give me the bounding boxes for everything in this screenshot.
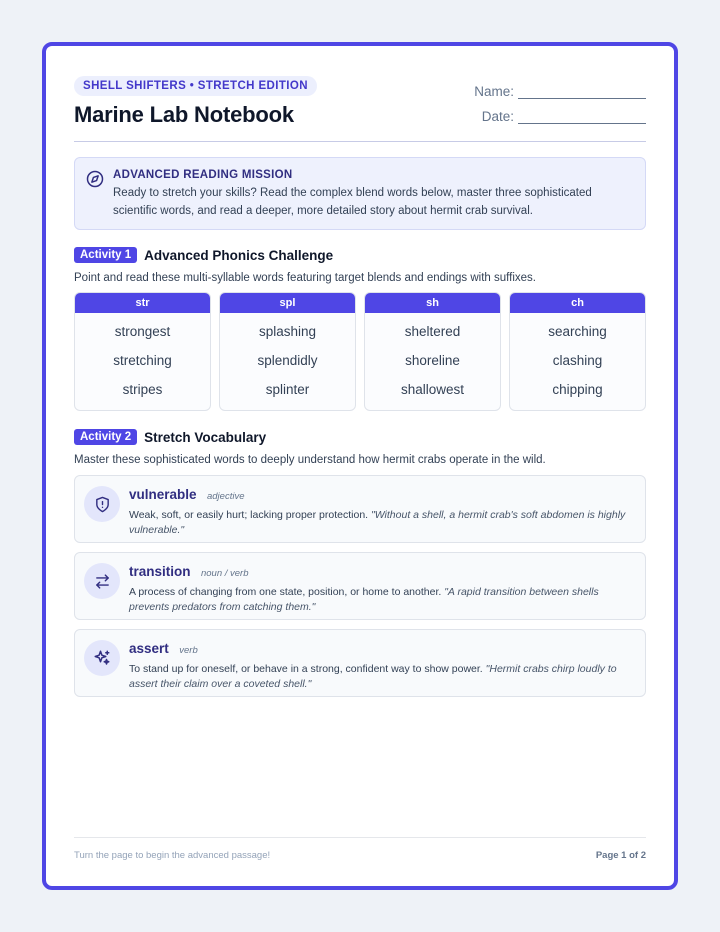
- phonics-grid: [74, 292, 646, 411]
- blend-header: str: [75, 293, 210, 313]
- name-field[interactable]: [474, 84, 646, 99]
- vocab-icon-bubble: [84, 640, 120, 676]
- phonics-word: strongest: [114, 324, 171, 339]
- activity-1-header: [74, 247, 646, 263]
- name-label: Name:: [474, 84, 514, 99]
- vocab-word: assert: [129, 641, 169, 656]
- date-line[interactable]: [518, 112, 646, 124]
- phonics-word: shallowest: [400, 382, 465, 397]
- blend-header: sh: [365, 293, 500, 313]
- activity-2-header: [74, 429, 646, 445]
- activity-2-badge: Activity 2: [74, 429, 137, 445]
- vocab-definition-block: [129, 508, 631, 538]
- vocab-card-transition: [74, 552, 646, 620]
- blend-column-str: [74, 292, 211, 411]
- phonics-word: shoreline: [405, 353, 460, 368]
- phonics-word: splinter: [265, 382, 310, 397]
- vocab-definition-block: [129, 662, 631, 692]
- blend-column-spl: [219, 292, 356, 411]
- vocab-word: transition: [129, 564, 191, 579]
- vocab-part-of-speech: noun / verb: [200, 568, 249, 579]
- vocab-card-vulnerable: [74, 475, 646, 543]
- page-header: [74, 76, 646, 142]
- phonics-word: chipping: [552, 382, 603, 397]
- page-number: Page 1 of 2: [595, 850, 646, 861]
- swap-arrows-icon: [94, 573, 111, 590]
- mission-text: Ready to stretch your skills? Read the complex blend words below, master three sophisticated scientific words, and read a deeper, more detailed story about hermit crab survival.: [113, 187, 592, 217]
- footer-note: Turn the page to begin the advanced passage!: [74, 850, 271, 861]
- activity-2-title: Stretch Vocabulary: [144, 429, 267, 445]
- activity-1-description: Point and read these multi-syllable words featuring target blends and endings with suffixes.: [74, 272, 536, 284]
- date-label: Date:: [481, 109, 514, 124]
- phonics-word: clashing: [552, 353, 603, 368]
- vocab-example: "A rapid transition between shells prevents predators from catching them.": [129, 586, 599, 613]
- compass-icon: [86, 170, 104, 188]
- page-title: Marine Lab Notebook: [74, 102, 294, 127]
- blend-column-sh: [364, 292, 501, 411]
- mission-title: ADVANCED READING MISSION: [113, 169, 293, 181]
- vocab-word: vulnerable: [129, 487, 197, 502]
- vocab-definition: To stand up for oneself, or behave in a strong, confident way to show power.: [129, 663, 483, 675]
- phonics-word: searching: [548, 324, 607, 339]
- vocab-part-of-speech: adjective: [206, 491, 245, 502]
- sparkle-icon: [93, 649, 111, 667]
- vocab-icon-bubble: [84, 486, 120, 522]
- series-label: SHELL SHIFTERS • STRETCH EDITION: [74, 76, 317, 96]
- vocab-definition: A process of changing from one state, position, or home to another.: [129, 586, 442, 598]
- activity-2-section: [74, 429, 646, 697]
- vocab-example: "Hermit crabs chirp loudly to assert their claim over a coveted shell.": [129, 663, 617, 690]
- phonics-word: stretching: [113, 353, 172, 368]
- phonics-word: sheltered: [404, 324, 461, 339]
- shield-icon: [94, 496, 111, 513]
- blend-header: ch: [510, 293, 645, 313]
- blend-header: spl: [220, 293, 355, 313]
- vocab-definition-block: [129, 585, 631, 615]
- date-field[interactable]: [482, 109, 646, 124]
- vocab-part-of-speech: verb: [179, 645, 198, 656]
- page-content: [74, 76, 646, 697]
- name-line[interactable]: [518, 87, 646, 99]
- blend-column-ch: [509, 292, 646, 411]
- page-footer: [74, 837, 646, 861]
- vocab-example: "Without a shell, a hermit crab's soft abdomen is highly vulnerable.": [129, 509, 626, 536]
- vocab-definition: Weak, soft, or easily hurt; lacking proper protection.: [129, 509, 369, 521]
- vocab-icon-bubble: [84, 563, 120, 599]
- activity-1-title: Advanced Phonics Challenge: [144, 247, 334, 263]
- worksheet-page: [42, 42, 678, 890]
- vocab-card-assert: [74, 629, 646, 697]
- phonics-word: stripes: [122, 382, 163, 397]
- mission-box: [74, 157, 646, 230]
- phonics-word: splendidly: [257, 353, 318, 368]
- activity-1-section: [74, 247, 646, 411]
- activity-1-badge: Activity 1: [74, 247, 137, 263]
- activity-2-description: Master these sophisticated words to deeply understand how hermit crabs operate in the wild.: [74, 454, 546, 466]
- phonics-word: splashing: [258, 324, 317, 339]
